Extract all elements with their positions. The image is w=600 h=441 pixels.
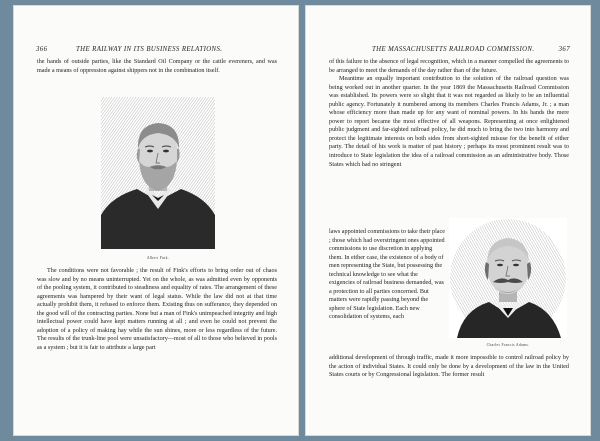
charles-francis-adams-portrait: [449, 218, 567, 338]
right-portrait-caption: Charles Francis Adams.: [486, 343, 530, 347]
left-body-text: The conditions were not favorable ; the result of Fink's efforts to bring order out of chaos was slow and by no means uninterrupted. Yet on the whole, as was admitted even by opponents of the pooling system, it contributed to steadiness and equality of rates. The arrangement of these agreements was hampered by their want of legal status. While the law did not at that time actually prohibit them, it refused to enforce them. Existing thus on sufferance, they depended on the good will of the contracting parties. None but a man of Fink's unimpeached integrity and high intellectual power could have kept matters running at all ; and even he could not prevent the adoption of a policy of making hay while the sun shines, more or less regardless of the future. The results of the trunk-line pool were unsatisfactory—most of all to those who believed in pools as a system ; but it is fair to attribute a large part: [37, 268, 277, 351]
right-bottom-paragraph: [329, 354, 569, 380]
left-header-title: THE RAILWAY IN ITS BUSINESS RELATIONS.: [76, 46, 223, 53]
right-page-number: 367: [558, 46, 570, 53]
left-top-paragraph: [37, 58, 277, 75]
left-portrait-caption: Albert Fink.: [146, 256, 170, 260]
albert-fink-engraving: [101, 97, 215, 249]
left-page-number: 366: [36, 46, 48, 53]
albert-fink-portrait: [101, 97, 215, 249]
right-top-text: of this failure to the absence of legal recognition, which in a manner compelled the agreements to be arranged to meet the demands of the day rather than of the future.: [329, 59, 569, 74]
charles-adams-engraving: [449, 218, 567, 338]
left-body-paragraph: [37, 267, 277, 352]
right-wrap-text: laws appointed commissions to take their place ; those which had overstringent ones appointed commissions to use discretion in applying them. In either case, the existence of a body of men representing the State, but possessing the technical knowledge to see what the exigencies of railroad business demanded, was a protection to all parties concerned. But matters were rapidly passing beyond the sphere of State legislation. Each new consolidation of systems, each: [329, 229, 445, 321]
right-bottom-text: additional development of through traffic, made it more impossible to control railroad policy by the action of individual States. It could only be done by a development of the law in the United States courts or by Congressional legislation. The former result: [329, 355, 569, 379]
right-page: [305, 5, 591, 436]
left-page: [13, 5, 299, 436]
right-body-text: Meantime an equally important contribution to the solution of the railroad question was being worked out in another quarter. In the year 1869 the Massachusetts Railroad Commission was established. Its powers were so slight that it was not regarded as likely to be an influential public agency. Fortunately it numbered among its members Charles Francis Adams, Jr. ; a man whose efficiency more than made up for any want of nominal powers. In his hands the mere power to report became the most effective of all weapons. Representing at once enlightened public judgment and far-sighted railroad policy, he did much to bring the two into harmony and protect the legitimate interests on both sides from short-sighted misuse for the benefit of either party. The detail of his work is matter of past history ; perhaps its most prominent result was to introduce to State legislation the idea of a railroad commission as an administrative body. Those States which had no stringent: [329, 76, 569, 168]
right-header-title: THE MASSACHUSETTS RAILROAD COMMISSION.: [372, 46, 535, 53]
right-wrap-paragraph: [329, 228, 445, 322]
right-top-paragraph: [329, 58, 569, 169]
left-top-text: the hands of outside parties, like the Standard Oil Company or the cattle evereners, and was made a means of oppression against shippers not in the combination itself.: [37, 59, 277, 74]
